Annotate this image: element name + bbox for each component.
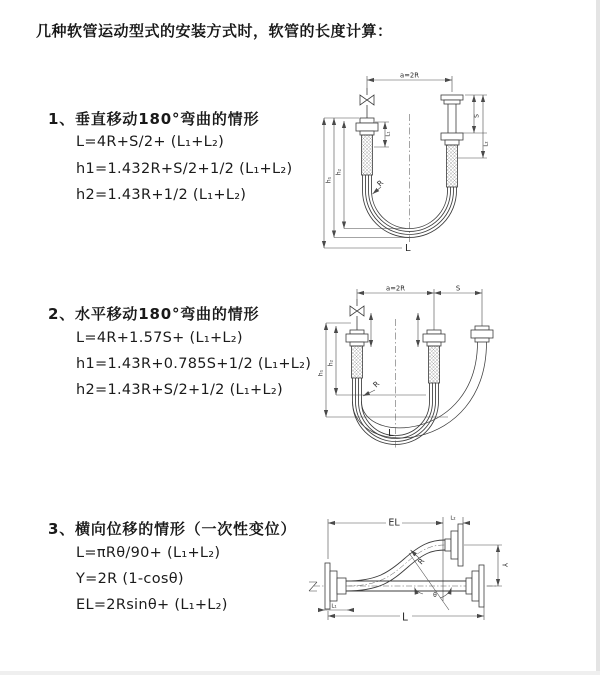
d1-valve-icon [360, 88, 374, 118]
scan-edge-bottom [0, 671, 600, 675]
section-1-formula-L: L=4R+S/2+ (L₁+L₂) [76, 134, 225, 150]
section-1-formula-h1: h1=1.432R+S/2+1/2 (L₁+L₂) [76, 161, 293, 177]
section-3-formula-Y: Y=2R (1-cosθ) [76, 571, 184, 587]
d1-dim-label-l2: L₂ [483, 141, 490, 147]
d3-upper-flange [445, 524, 463, 566]
d1-dim-label-l1: L₁ [385, 131, 392, 137]
d2-dim-label-h1: h₁ [318, 369, 325, 377]
d3-angle-construction [409, 553, 452, 610]
section-2-formula-h1: h1=1.43R+0.785S+1/2 (L₁+L₂) [76, 356, 312, 372]
d2-left-fitting [346, 330, 368, 378]
d3-dim-label-y: Y [500, 562, 508, 568]
d3-length-label: L [402, 611, 408, 624]
section-3-formula-L: L=πRθ/90+ (L₁+L₂) [76, 545, 221, 561]
section-2-heading: 2、水平移动180°弯曲的情形 [48, 305, 260, 323]
d2-dim-label-a2r: a=2R [386, 284, 405, 293]
d3-left-flange [325, 563, 346, 609]
d1-radius-label: R [375, 178, 386, 189]
diagram-lateral-displacement [306, 503, 508, 628]
d2-valve-icon [350, 299, 364, 330]
diagram-vertical-180-bend [318, 72, 576, 256]
d1-length-label: L [405, 243, 411, 254]
d2-dimension-lines [326, 289, 482, 417]
d2-right-fitting [471, 326, 493, 342]
d3-dim-label-l1: L₁ [331, 603, 337, 610]
diagram-horizontal-180-bend [318, 283, 580, 455]
d3-dimension-lines [319, 517, 502, 620]
d2-dim-label-h2: h₂ [327, 359, 335, 367]
section-3-formula-EL: EL=2Rsinθ+ (L₁+L₂) [76, 597, 228, 613]
d3-dim-label-el: EL [388, 517, 400, 529]
d1-dim-label-h1: h₁ [325, 176, 333, 184]
d1-dimension-lines [324, 76, 487, 248]
d3-right-flange-phantom [466, 565, 484, 607]
d3-theta-label: θ [433, 592, 437, 599]
d2-middle-fitting [423, 330, 445, 383]
d1-right-fitting [441, 95, 463, 187]
d3-radius-label: R [415, 556, 427, 567]
scan-edge-right [596, 0, 600, 675]
d3-pipe-break-mark [309, 582, 317, 591]
d3-dim-label-l2: L₂ [450, 515, 456, 522]
d2-dim-label-s: S [455, 284, 461, 293]
d2-hose-moved-position [353, 342, 487, 438]
section-1-heading: 1、垂直移动180°弯曲的情形 [48, 110, 260, 128]
section-1-formula-h2: h2=1.43R+1/2 (L₁+L₂) [76, 187, 247, 203]
section-3-heading: 3、横向位移的情形（一次性变位） [48, 520, 297, 538]
section-2-formula-h2: h2=1.43R+S/2+1/2 (L₁+L₂) [76, 382, 283, 398]
d2-radius-label: R [371, 379, 382, 390]
d1-dim-label-a2r: a=2R [400, 72, 419, 80]
d1-left-fitting [356, 118, 378, 175]
d1-dim-label-s: S [473, 114, 481, 118]
section-2-formula-L: L=4R+1.57S+ (L₁+L₂) [76, 330, 243, 346]
page-title: 几种软管运动型式的安装方式时，软管的长度计算： [36, 22, 393, 40]
d1-dim-label-h2: h₂ [335, 168, 343, 176]
d2-length-label: L [388, 428, 394, 439]
